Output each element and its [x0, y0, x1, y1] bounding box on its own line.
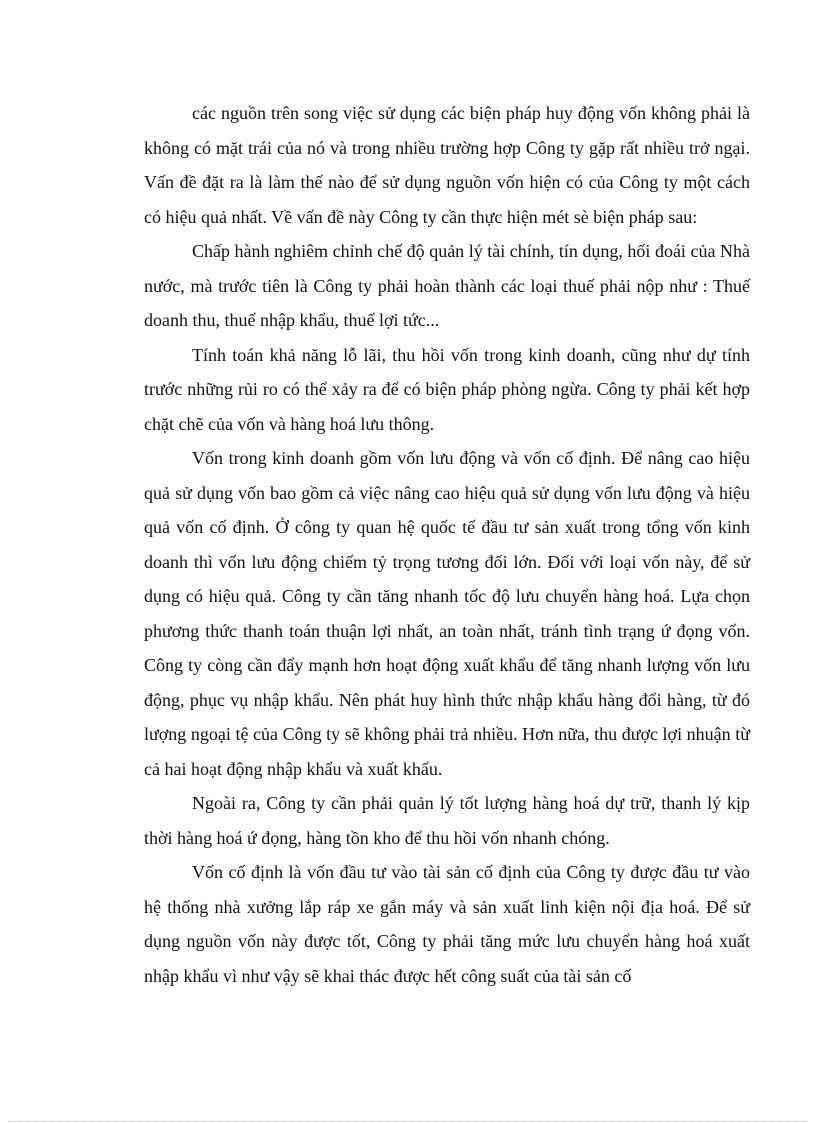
paragraph-3: Tính toán khả năng lỗ lãi, thu hồi vốn trong kinh doanh, cũng như dự tính trước những rủi ro có thể xảy ra để có biện pháp phòng ngừa. Công ty phải kết hợp chặt chẽ của vốn và hàng hoá lưu thông.: [144, 344, 750, 434]
paragraph-2: Chấp hành nghiêm chỉnh chế độ quản lý tài chính, tín dụng, hối đoái của Nhà nước, mà trước tiên là Công ty phải hoàn thành các loại thuế phải nộp như : Thuế doanh thu, thuế nhập khẩu, thuế lợi tức...: [144, 241, 750, 330]
paragraph-1: các nguồn trên song việc sử dụng các biện pháp huy động vốn không phải là không có mặt trái của nó và trong nhiều trường hợp Công ty gặp rất nhiều trở ngại. Vấn đề đặt ra là làm thế nào để sử dụng nguồn vốn hiện có của Công ty một cách có hiệu quả nhất. Về vấn đề này Công ty cần thực hiện mét sè biện pháp sau:: [144, 103, 750, 227]
paragraph-5: Ngoài ra, Công ty cần phải quản lý tốt lượng hàng hoá dự trữ, thanh lý kịp thời hàng hoá ứ đọng, hàng tồn kho để thu hồi vốn nhanh chóng.: [144, 793, 750, 848]
page-bottom-divider: [8, 1121, 808, 1122]
paragraph-4: Vốn trong kinh doanh gồm vốn lưu động và vốn cố định. Để nâng cao hiệu quả sử dụng vốn bao gồm cả việc nâng cao hiệu quả sử dụng vốn lưu động và hiệu quả vốn cố định. Ở công ty quan hệ quốc tế đầu tư sản xuất trong tổng vốn kinh doanh thì vốn lưu động chiếm tỷ trọng tương đối lớn. Đối với loại vốn này, để sử dụng có hiệu quả. Công ty cần tăng nhanh tốc độ lưu chuyển hàng hoá. Lựa chọn phương thức thanh toán thuận lợi nhất, an toàn nhất, tránh tình trạng ứ đọng vốn. Công ty còng cần đẩy mạnh hơn hoạt động xuất khẩu để tăng nhanh lượng vốn lưu động, phục vụ nhập khẩu. Nên phát huy hình thức nhập khẩu hàng đổi hàng, từ đó lượng ngoại tệ của Công ty sẽ không phải trả nhiều. Hơn nữa, thu được lợi nhuận từ cả hai hoạt động nhập khẩu và xuất khẩu.: [144, 448, 750, 779]
paragraph-6: Vốn cố định là vốn đầu tư vào tài sản cố định của Công ty được đầu tư vào hệ thống nhà xưởng lắp ráp xe gắn máy và sản xuất linh kiện nội địa hoá. Để sử dụng nguồn vốn này được tốt, Công ty phải tăng mức lưu chuyển hàng hoá xuất nhập khẩu vì như vậy sẽ khai thác được hết công suất của tài sản cố: [144, 862, 750, 986]
body-text: [144, 96, 750, 993]
